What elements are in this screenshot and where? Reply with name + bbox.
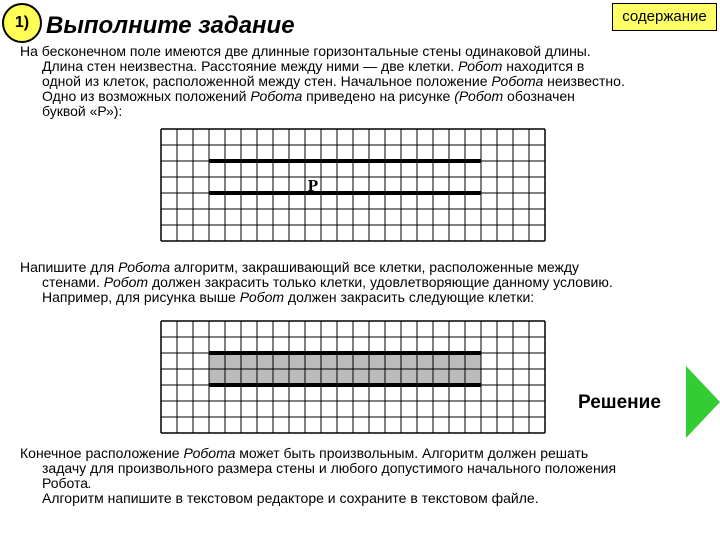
task-line: Например, для рисунка выше Робот должен закрасить следующие клетки: (42, 289, 535, 305)
slide-number-badge (2, 3, 42, 43)
footer-line: Алгоритм напишите в текстовом редакторе и сохраните в текстовом файле. (42, 490, 539, 506)
robot-marker: Р (307, 176, 319, 195)
footer-paragraph (20, 446, 616, 506)
painted-field-figure (160, 320, 546, 437)
intro-line: одной из клеток, расположенной между стен. Начальное положение Робота неизвестно. (42, 73, 625, 89)
footer-line: задачу для произвольного размера стены и любого допустимого начального положения (42, 460, 617, 476)
solution-label: Решение (578, 392, 661, 413)
task-line: Напишите для Робота алгоритм, закрашивающий все клетки, расположенные между (20, 259, 580, 275)
next-arrow-shape[interactable] (686, 366, 720, 438)
footer-line: Конечное расположение Робота может быть произвольным. Алгоритм должен решать (20, 445, 589, 461)
task-line: стенами. Робот должен закрасить только клетки, удовлетворяющие данному условию. (42, 274, 613, 290)
contents-button[interactable]: содержание (612, 3, 717, 31)
intro-paragraph (20, 44, 625, 119)
intro-line: Длина стен неизвестна. Расстояние между ними — две клетки. Робот находится в (42, 58, 585, 74)
intro-line: буквой «Р»): (42, 103, 123, 119)
intro-line: Одно из возможных положений Робота приведено на рисунке (Робот обозначен (42, 88, 575, 104)
slide-number: 1) (14, 14, 30, 31)
footer-line: Робота. (42, 475, 92, 491)
page-title: Выполните задание (46, 12, 295, 39)
robot-field-figure (160, 128, 546, 245)
task-paragraph (20, 260, 613, 305)
next-arrow-icon[interactable] (686, 366, 720, 438)
intro-line: На бесконечном поле имеются две длинные горизонтальные стены одинаковой длины. (20, 43, 591, 59)
